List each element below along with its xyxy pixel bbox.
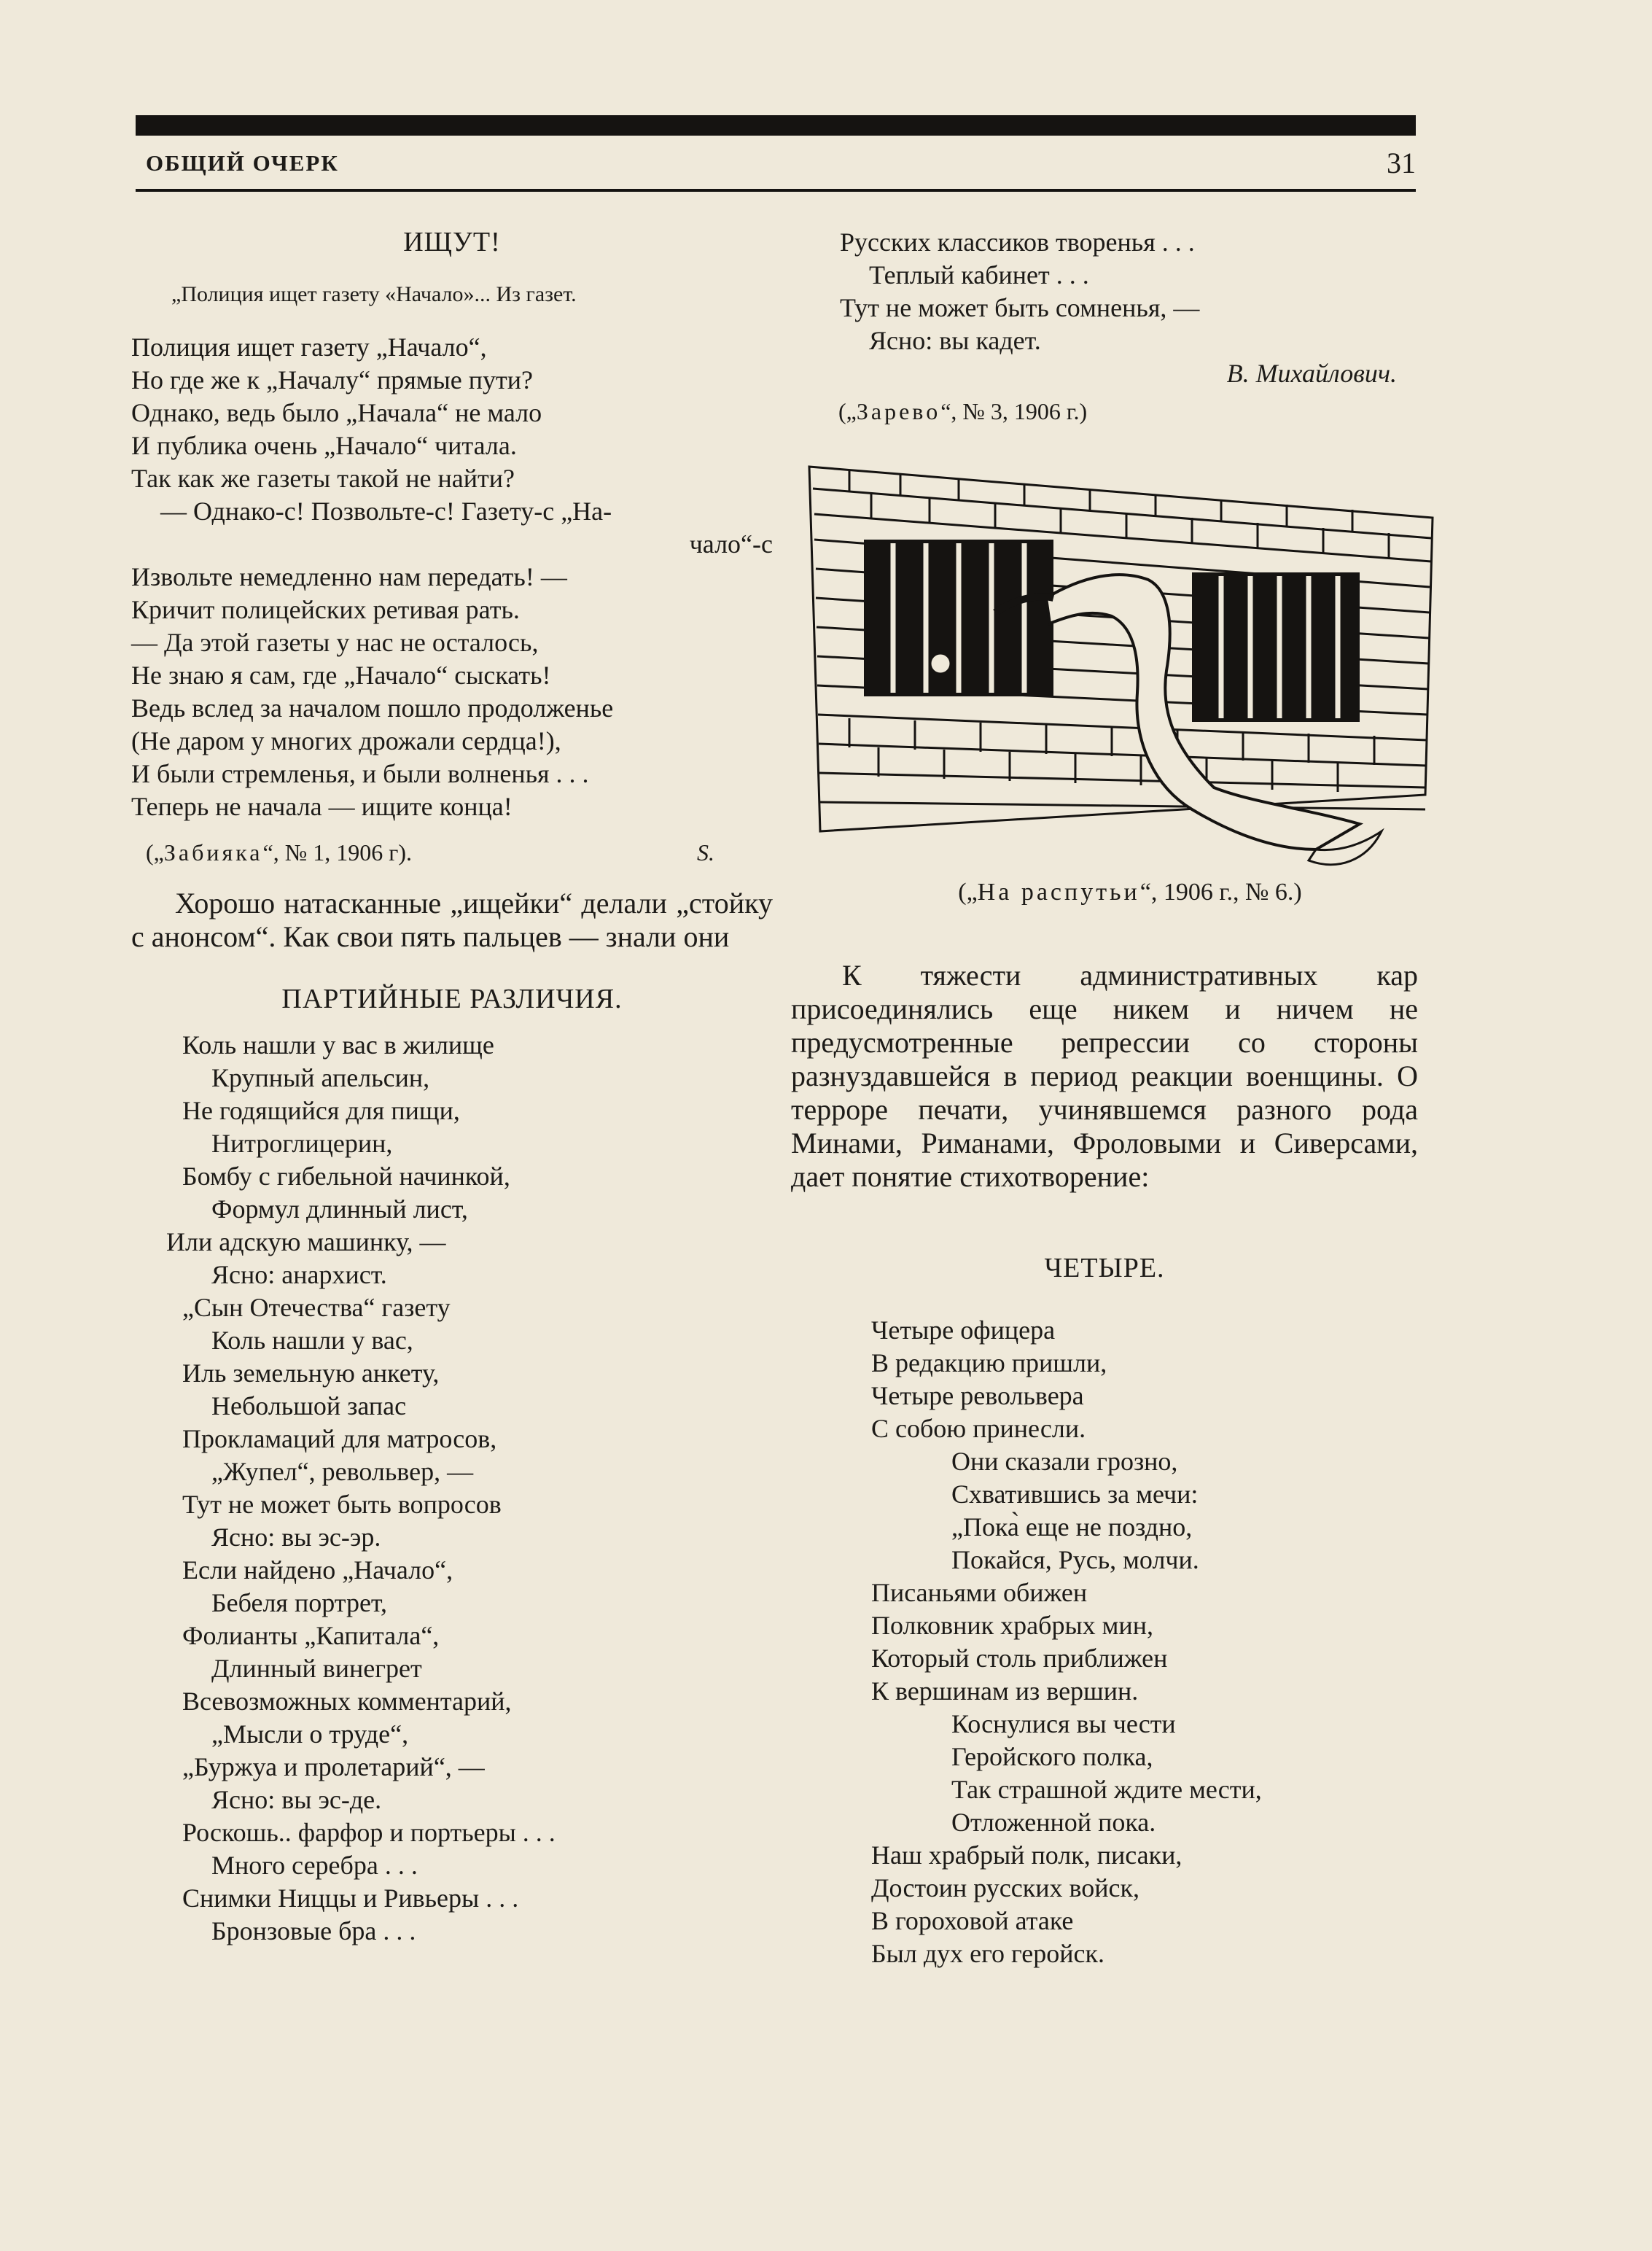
illustration-caption xyxy=(838,879,1422,906)
epigraph: „Полиция ищет газету «Начало»... Из газет. xyxy=(171,282,577,306)
source-title: Забияка xyxy=(163,839,263,866)
verse-line: Роскошь.. фарфор и портьеры . . . xyxy=(182,1818,556,1847)
caption-suffix: “, 1906 г., № 6.) xyxy=(1139,879,1302,906)
verse-line: Полиция ищет газету „Начало“, xyxy=(131,333,487,362)
verse-line: Четыре револьвера xyxy=(871,1381,1084,1410)
verse-line: „Пока̀ еще не поздно, xyxy=(951,1512,1193,1542)
verse-line: Много серебра . . . xyxy=(211,1851,418,1880)
verse-line: Коснулися вы чести xyxy=(951,1709,1176,1738)
verse-line: Коль нашли у вас в жилище xyxy=(182,1030,494,1060)
signature-row xyxy=(838,357,1422,392)
verse-line: Наш храбрый полк, писаки, xyxy=(871,1840,1182,1870)
poem-source xyxy=(131,836,773,869)
verse-line: Крупный апельсин, xyxy=(211,1063,430,1092)
verse-line: В редакцию пришли, xyxy=(871,1348,1107,1377)
poem-signature: В. Михайлович. xyxy=(1226,359,1397,388)
verse-line: Ясно: вы кадет. xyxy=(869,326,1041,355)
header-rule xyxy=(136,189,1416,192)
caption-title: На распутьи xyxy=(977,879,1140,906)
poem-body xyxy=(791,1314,1418,1970)
verse-line: — Да этой газеты у нас не осталось, xyxy=(131,628,539,657)
verse-line: Отложенной пока. xyxy=(951,1808,1156,1837)
verse-line: Тут не может быть сомненья, — xyxy=(840,293,1200,322)
prison-wall-illustration xyxy=(806,452,1436,868)
poem-body xyxy=(131,331,773,823)
poem-body xyxy=(838,226,1422,357)
verse-line: Но где же к „Началу“ прямые пути? xyxy=(131,365,534,394)
verse-line: Тут не может быть вопросов xyxy=(182,1490,502,1519)
verse-line: Бебеля портрет, xyxy=(211,1588,387,1617)
source-prefix: („ xyxy=(838,398,857,424)
verse-line: Схватившись за мечи: xyxy=(951,1480,1199,1509)
verse-line: чало“-с xyxy=(689,529,773,559)
hand-on-bars xyxy=(930,653,951,674)
verse-line: — Однако-с! Позвольте-с! Газету-с „На- xyxy=(160,497,612,526)
verse-line: Ясно: вы эс-эр. xyxy=(211,1523,381,1552)
left-column xyxy=(131,226,773,1948)
page-number: 31 xyxy=(1387,147,1416,179)
poem-source xyxy=(838,395,1422,428)
verse-line: Теплый кабинет . . . xyxy=(869,260,1089,289)
verse-line: Геройского полка, xyxy=(951,1742,1153,1771)
verse-line: Извольте немедленно нам передать! — xyxy=(131,562,567,591)
verse-line: Писаньями обижен xyxy=(871,1578,1088,1607)
verse-line: Полковник храбрых мин, xyxy=(871,1611,1153,1640)
verse-line: Покайся, Русь, молчи. xyxy=(951,1545,1199,1574)
poem-title: ЧЕТЫРЕ. xyxy=(1044,1253,1165,1283)
source-suffix: “, № 3, 1906 г.) xyxy=(940,398,1088,424)
prose-paragraph: К тяжести административных кар присоединялись еще никем и ничем не предусмотренные репрессии со стороны разнуздавшейся в период реакции военщины. О терроре печати, учинявшемся разного рода Минами, Риманами, Фроловыми и Сиверсами, дает понятие стихотворение: xyxy=(791,959,1418,1193)
prose-paragraph: Хорошо натасканные „ищейки“ делали „стойку с анонсом“. Как свои пять пальцев — знали они xyxy=(131,887,773,953)
right-column-lower xyxy=(791,959,1418,1970)
verse-line: Иль земельную анкету, xyxy=(182,1358,440,1388)
verse-line: Достоин русских войск, xyxy=(871,1873,1139,1902)
verse-line: Фолианты „Капитала“, xyxy=(182,1621,440,1650)
verse-line: Бомбу с гибельной начинкой, xyxy=(182,1162,510,1191)
verse-line: Не знаю я сам, где „Начало“ сыскать! xyxy=(131,661,551,690)
verse-line: Русских классиков творенья . . . xyxy=(840,228,1195,257)
verse-line: Коль нашли у вас, xyxy=(211,1326,413,1355)
poem-title: ПАРТИЙНЫЕ РАЗЛИЧИЯ. xyxy=(281,984,623,1014)
caption-prefix: („ xyxy=(958,879,978,906)
verse-line: „Жупел“, револьвер, — xyxy=(211,1457,474,1486)
verse-line: И публика очень „Начало“ читала. xyxy=(131,431,517,460)
right-column xyxy=(838,226,1422,428)
verse-line: Если найдено „Начало“, xyxy=(182,1555,453,1585)
verse-line: Теперь не начала — ищите конца! xyxy=(131,792,513,821)
poem-signature: S. xyxy=(697,839,714,866)
poem-title: ИЩУТ! xyxy=(403,227,501,257)
poem-body xyxy=(131,1029,773,1948)
verse-line: Так как же газеты такой не найти? xyxy=(131,464,515,493)
verse-line: Снимки Ниццы и Ривьеры . . . xyxy=(182,1883,519,1913)
verse-line: Нитроглицерин, xyxy=(211,1129,393,1158)
verse-line: К вершинам из вершин. xyxy=(871,1676,1139,1706)
running-head: ОБЩИЙ ОЧЕРК xyxy=(146,150,339,176)
verse-line: С собою принесли. xyxy=(871,1414,1086,1443)
verse-line: Ясно: анархист. xyxy=(211,1260,387,1289)
source-suffix: “, № 1, 1906 г). xyxy=(262,839,412,866)
right-window xyxy=(1192,572,1360,722)
verse-line: В гороховой атаке xyxy=(871,1906,1074,1935)
verse-line: Длинный винегрет xyxy=(211,1654,422,1683)
verse-line: „Сын Отечества“ газету xyxy=(182,1293,451,1322)
verse-line: Не годящийся для пищи, xyxy=(182,1096,460,1125)
verse-line: Который столь приближен xyxy=(871,1644,1168,1673)
verse-line: Всевозможных комментарий, xyxy=(182,1687,512,1716)
verse-line: Формул длинный лист, xyxy=(211,1194,468,1224)
verse-line: Четыре офицера xyxy=(871,1315,1056,1345)
verse-line: Небольшой запас xyxy=(211,1391,407,1420)
verse-line: Бронзовые бра . . . xyxy=(211,1916,416,1945)
verse-line: „Мысли о труде“, xyxy=(211,1719,409,1749)
verse-line: Однако, ведь было „Начала“ не мало xyxy=(131,398,542,427)
source-title: Зарево xyxy=(856,398,941,424)
verse-line: И были стремленья, и были волненья . . . xyxy=(131,759,589,788)
verse-line: „Буржуа и пролетарий“, — xyxy=(182,1752,485,1781)
verse-line: Кричит полицейских ретивая рать. xyxy=(131,595,520,624)
verse-line: Был дух его геройск. xyxy=(871,1939,1104,1968)
verse-line: Ведь вслед за началом пошло продолженье xyxy=(131,693,614,723)
verse-line: Ясно: вы эс-де. xyxy=(211,1785,382,1814)
verse-line: (Не даром у многих дрожали сердца!), xyxy=(131,726,561,755)
top-rule xyxy=(136,115,1416,136)
verse-line: Прокламаций для матросов, xyxy=(182,1424,497,1453)
verse-line: Так страшной ждите мести, xyxy=(951,1775,1262,1804)
source-prefix: („ xyxy=(146,839,164,866)
verse-line: Они сказали грозно, xyxy=(951,1447,1178,1476)
verse-line: Или адскую машинку, — xyxy=(166,1227,446,1256)
